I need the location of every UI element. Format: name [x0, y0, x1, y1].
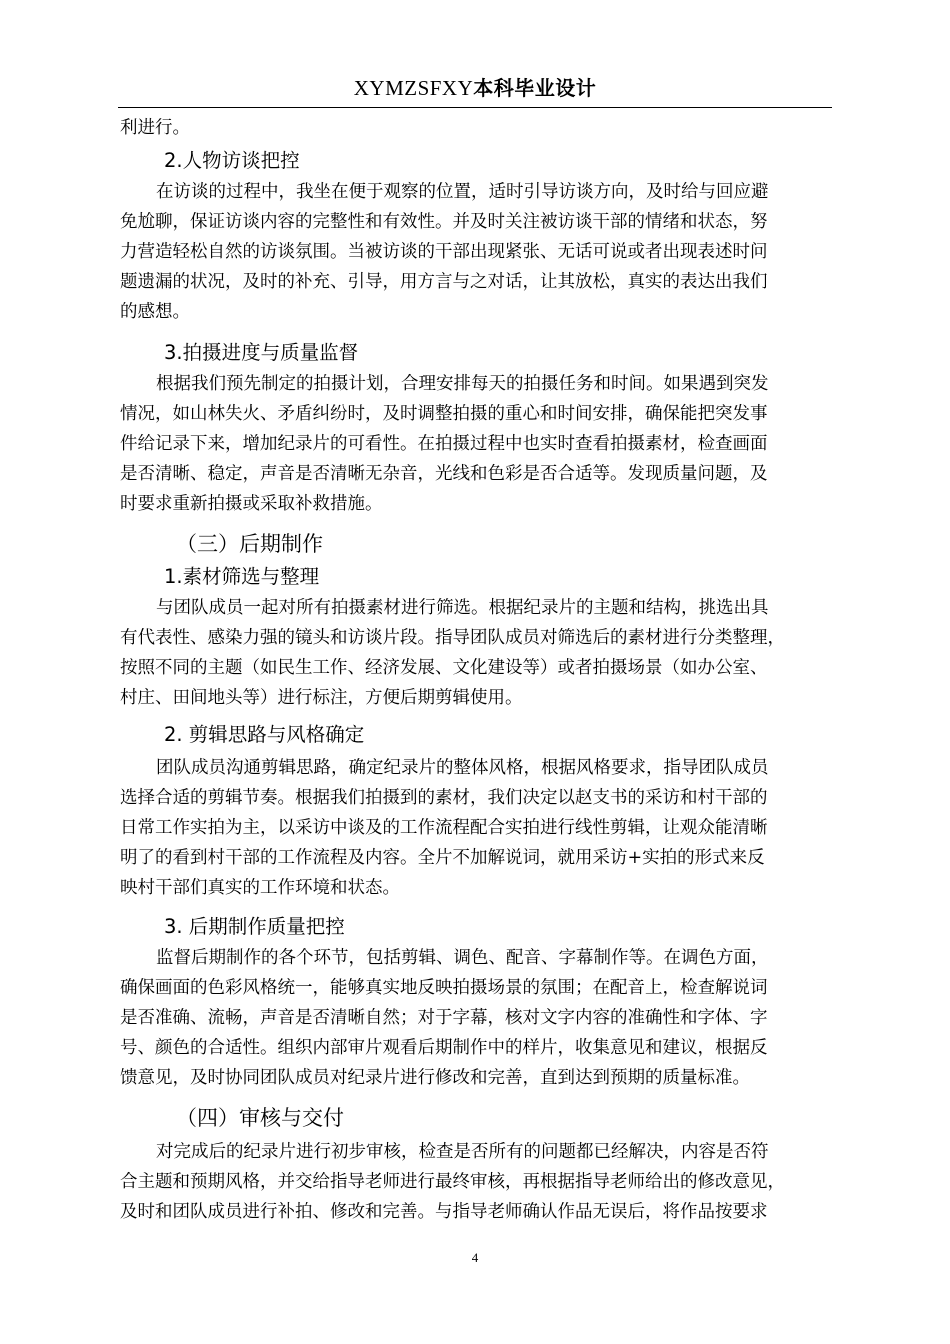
paragraph-line: 件给记录下来，增加纪录片的可看性。在拍摄过程中也实时查看拍摄素材，检查画面: [120, 434, 768, 454]
paragraph-line: 合主题和预期风格，并交给指导老师进行最终审核，再根据指导老师给出的修改意见，: [120, 1172, 785, 1192]
paragraph-line: 在访谈的过程中，我坐在便于观察的位置，适时引导访谈方向，及时给与回应避: [156, 182, 769, 202]
subsection-heading: 3. 后期制作质量把控: [164, 915, 345, 938]
subsection-heading: 3.拍摄进度与质量监督: [164, 341, 359, 364]
paragraph-line: 与团队成员一起对所有拍摄素材进行筛选。根据纪录片的主题和结构，挑选出具: [156, 598, 769, 618]
paragraph-line: 日常工作实拍为主，以采访中谈及的工作流程配合实拍进行线性剪辑，让观众能清晰: [120, 818, 768, 838]
paragraph-line: 选择合适的剪辑节奏。根据我们拍摄到的素材，我们决定以赵支书的采访和村干部的: [120, 788, 768, 808]
paragraph-line: 及时和团队成员进行补拍、修改和完善。与指导老师确认作品无误后，将作品按要求: [120, 1202, 768, 1222]
paragraph-line: 按照不同的主题（如民生工作、经济发展、文化建设等）或者拍摄场景（如办公室、: [120, 658, 768, 678]
section-heading: （三）后期制作: [176, 532, 323, 556]
paragraph-line: 确保画面的色彩风格统一，能够真实地反映拍摄场景的氛围；在配音上，检查解说词: [120, 978, 768, 998]
page-number: 4: [471, 1250, 479, 1265]
paragraph-line: 时要求重新拍摄或采取补救措施。: [120, 494, 383, 514]
subsection-heading: 2. 剪辑思路与风格确定: [164, 723, 365, 746]
paragraph-line: 村庄、田间地头等）进行标注，方便后期剪辑使用。: [120, 688, 523, 708]
paragraph-line: 团队成员沟通剪辑思路，确定纪录片的整体风格，根据风格要求，指导团队成员: [156, 758, 769, 778]
paragraph-line: 情况，如山林失火、矛盾纠纷时，及时调整拍摄的重心和时间安排，确保能把突发事: [120, 404, 768, 424]
header-latin: XYMZSFXY: [353, 76, 474, 100]
paragraph-line: 映村干部们真实的工作环境和状态。: [120, 878, 400, 898]
header-title: 本科毕业设计: [473, 76, 597, 100]
page-header: [0, 72, 950, 101]
subsection-heading: 1.素材筛选与整理: [164, 565, 320, 588]
paragraph-line: 是否准确、流畅，声音是否清晰自然；对于字幕，核对文字内容的准确性和字体、字: [120, 1008, 768, 1028]
section-heading: （四）审核与交付: [176, 1106, 344, 1130]
paragraph-line: 号、颜色的合适性。组织内部审片观看后期制作中的样片，收集意见和建议，根据反: [120, 1038, 768, 1058]
paragraph-line: 力营造轻松自然的访谈氛围。当被访谈的干部出现紧张、无话可说或者出现表述时问: [120, 242, 768, 262]
paragraph-line: 利进行。: [120, 118, 190, 138]
paragraph-line: 明了的看到村干部的工作流程及内容。全片不加解说词，就用采访+实拍的形式来反: [120, 848, 765, 868]
paragraph-line: 对完成后的纪录片进行初步审核，检查是否所有的问题都已经解决，内容是否符: [156, 1142, 769, 1162]
paragraph-line: 是否清晰、稳定，声音是否清晰无杂音，光线和色彩是否合适等。发现质量问题，及: [120, 464, 768, 484]
subsection-heading: 2.人物访谈把控: [164, 149, 300, 172]
paragraph-line: 根据我们预先制定的拍摄计划，合理安排每天的拍摄任务和时间。如果遇到突发: [156, 374, 769, 394]
paragraph-line: 监督后期制作的各个环节，包括剪辑、调色、配音、字幕制作等。在调色方面，: [156, 948, 769, 968]
paragraph-line: 题遗漏的状况，及时的补充、引导，用方言与之对话，让其放松，真实的表达出我们: [120, 272, 768, 292]
header-rule: [118, 107, 832, 108]
paragraph-line: 有代表性、感染力强的镜头和访谈片段。指导团队成员对筛选后的素材进行分类整理，: [120, 628, 785, 648]
paragraph-line: 免尬聊，保证访谈内容的完整性和有效性。并及时关注被访谈干部的情绪和状态，努: [120, 212, 768, 232]
paragraph-line: 馈意见，及时协同团队成员对纪录片进行修改和完善，直到达到预期的质量标准。: [120, 1068, 750, 1088]
paragraph-line: 的感想。: [120, 302, 190, 322]
